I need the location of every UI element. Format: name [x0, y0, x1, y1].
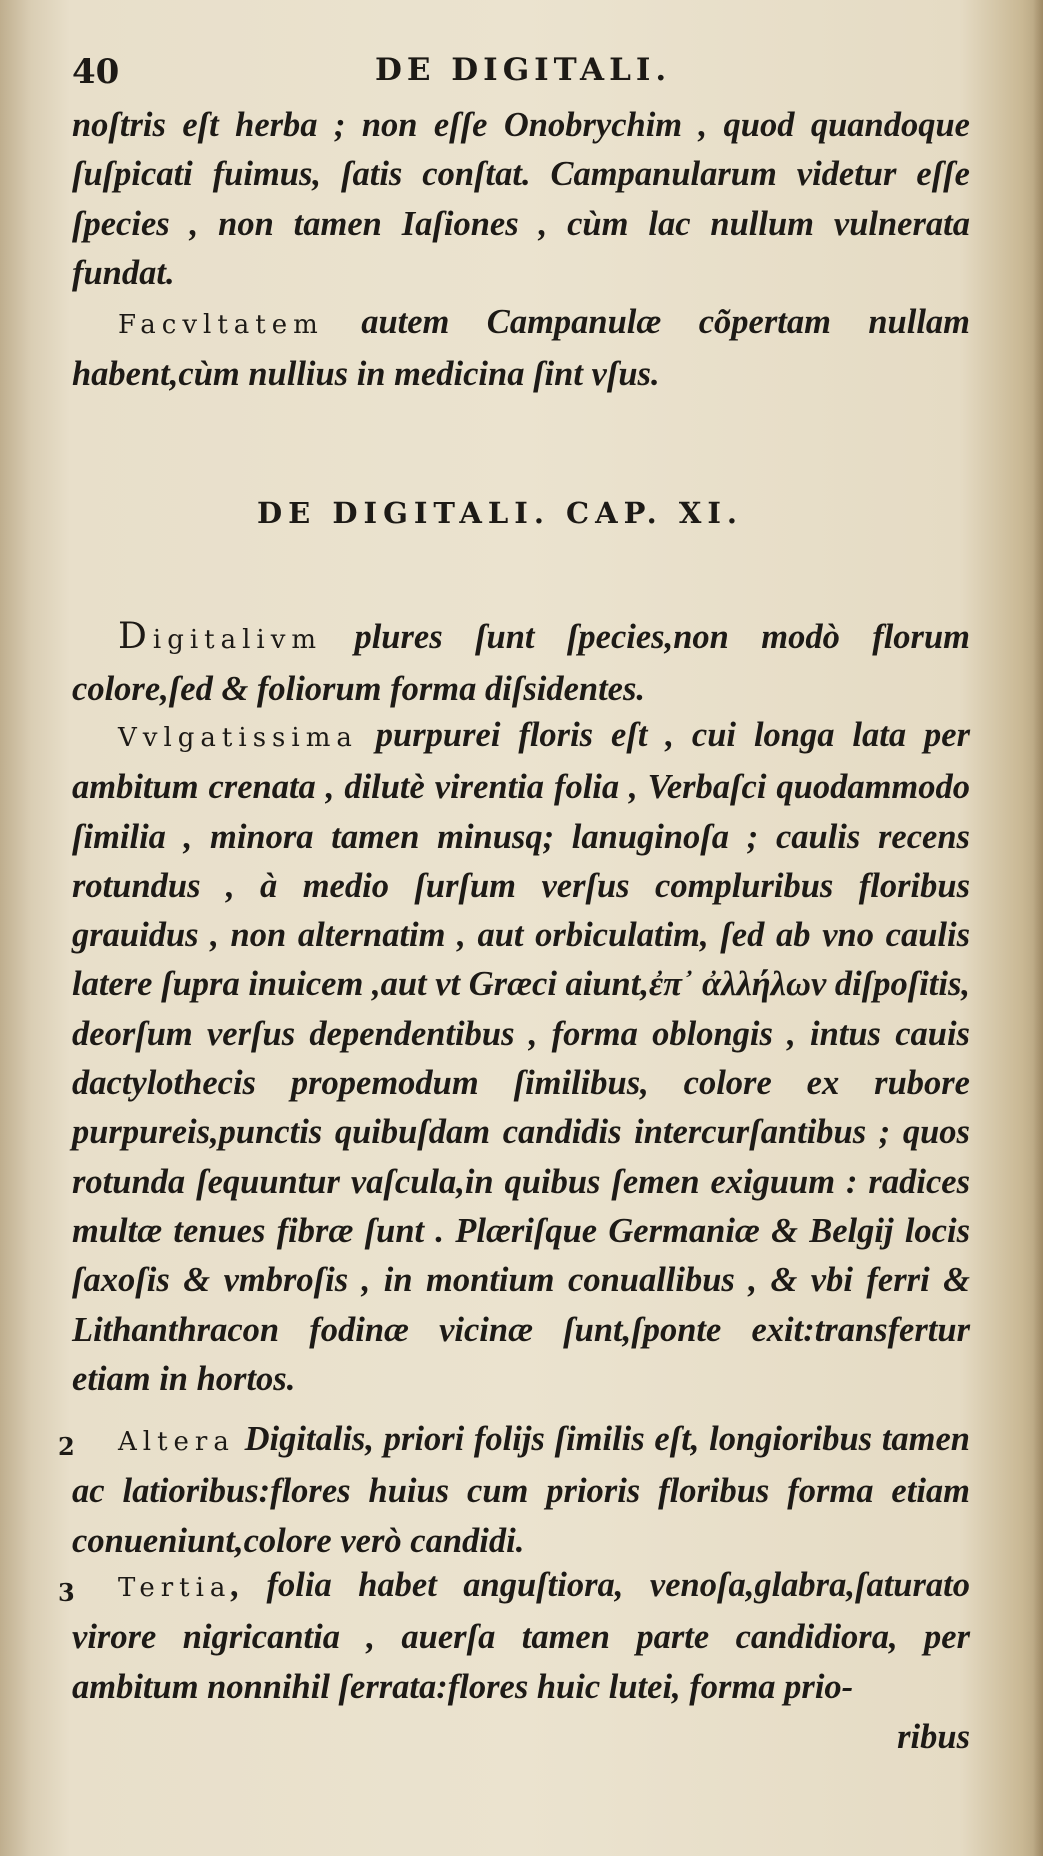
p4-lead: Tertia [118, 1573, 232, 1603]
paragraph-4 [72, 1561, 970, 1712]
facultatem-lead: Facvltatem [118, 310, 324, 340]
p2-text: purpurei floris eſt , cui longa lata per ambitum crenata , dilutè virentia folia , Verbaſci quodammodo ſimilia , minora tamen minusq; lanuginoſa ; caulis recens rotundus , à medio ſurſum verſus compluribus floribus grauidus , non alternatim , aut orbiculatim, ſed ab vno caulis latere ſupra inuicem ,aut vt Græci aiunt,ἐπ᾽ ἀλλήλων diſpoſitis, deorſum verſus dependentibus , forma oblongis , intus cauis dactylothecis propemodum ſimilibus, colore ex rubore purpureis,punctis quibuſdam candidis intercurſantibus ; quos rotunda ſequuntur vaſcula,in quibus ſemen exiguum : radices multæ tenues fibræ ſunt . Plæriſque Germaniæ & Belgij locis ſaxoſis & vmbroſis , in montium conuallibus , & vbi ferri & Lithanthracon fodinæ vicinæ ſunt,ſponte exit:transfertur etiam in hortos. [72, 716, 971, 1398]
facultatem-paragraph [72, 298, 970, 400]
catchword: ribus [897, 1718, 970, 1756]
page-number: 40 [72, 52, 120, 92]
paragraph-3 [72, 1415, 970, 1566]
chapter-heading: DE DIGITALI. CAP. XI. [257, 496, 743, 530]
p3-text: Digitalis, priori folijs ſimilis eſt, longioribus tamen ac latioribus:flores huius cum prioris floribus forma etiam conueniunt,colore verò candidi. [72, 1420, 970, 1560]
paragraph-1 [72, 612, 970, 715]
margin-number-3: 3 [58, 1578, 75, 1607]
p1-text: plures ſunt ſpecies,non modò florum colore,ſed & foliorum forma diſsidentes. [72, 618, 970, 709]
running-head: DE DIGITALI. [375, 52, 672, 88]
p4-text: , folia habet anguſtiora, venoſa,glabra,ſaturato virore nigricantia , auerſa tamen parte candidiora, per ambitum nonnihil ſerrata:flores huic lutei, forma prio- [72, 1566, 970, 1706]
margin-number-2: 2 [58, 1432, 75, 1461]
paragraph-2 [72, 711, 970, 1404]
p1-lead-rest: igitalivm [152, 625, 323, 655]
top-paragraph [72, 101, 970, 298]
top-paragraph-text: noſtris eſt herba ; non eſſe Onobrychim , quod quandoque ſuſpicati fuimus, ſatis conſtat. Campanularum videtur eſſe ſpecies , non tamen Iaſiones , cùm lac nullum vulnerata fundat. [72, 106, 970, 292]
page-header [70, 52, 970, 98]
p2-lead: Vvlgatissima [118, 723, 358, 753]
p3-lead: Altera [118, 1427, 235, 1457]
facultatem-text: autem Campanulæ cõpertam nullam habent,cùm nullius in medicina ſint vſus. [72, 303, 970, 394]
p1-lead-cap: D [118, 616, 153, 657]
